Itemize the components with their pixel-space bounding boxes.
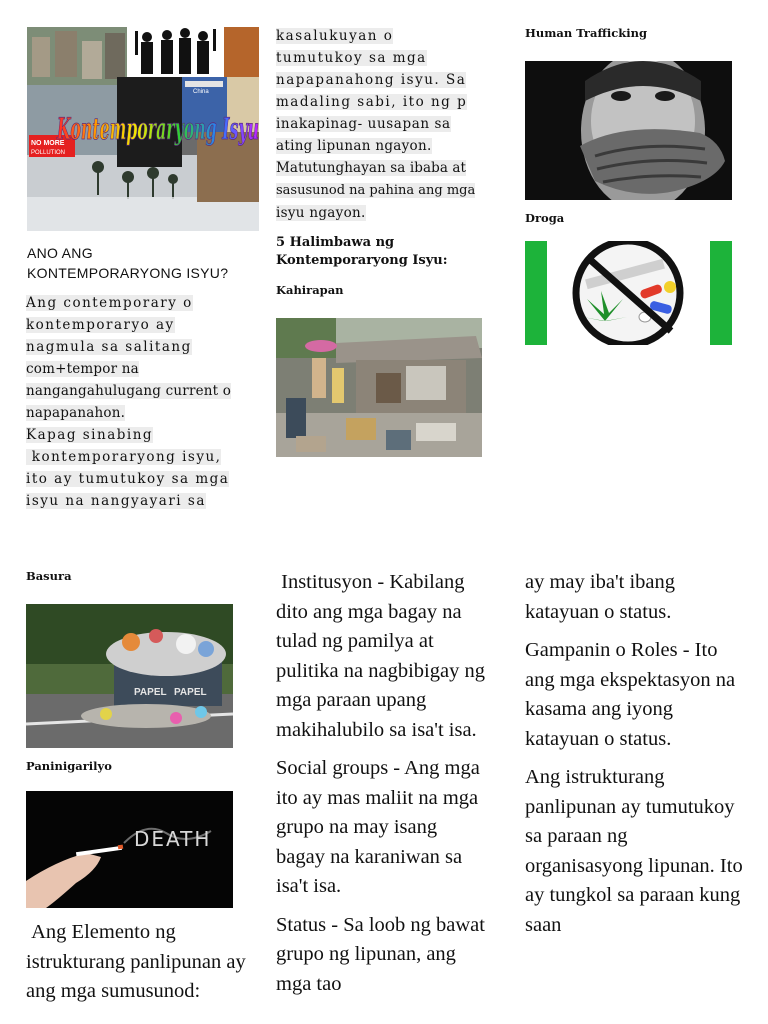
collage-image [27,27,259,231]
continued-paragraph [276,25,501,224]
text-line: tumutukoy sa mga [276,50,427,66]
text-line: nagmula sa salitang [26,339,192,355]
garbage-image [26,604,233,748]
social-groups-paragraph: Social groups - Ang mga ito ay mas maliit na mga grupo na may isang bagay na karaniwan sa isa't isa. [276,757,480,897]
text-line: kontemporaryong isyu, [26,449,222,465]
status-continued-paragraph: ay may iba't ibang katayuan o status. [525,571,675,623]
text-line: napapanahong isyu. Sa [276,72,467,88]
text-line: ito ay tumutukoy sa mga [26,471,230,487]
text-line: sasusunod na pahina ang mga [276,183,476,198]
elements-list-column-2 [276,568,491,1008]
caption-kahirapan: Kahirapan [276,283,344,297]
elemento-text: Ang Elemento ng istrukturang panlipunan ay ang mga sumusunod: [26,921,251,1002]
banner-text: NO MORE [31,140,65,147]
text-line: Matutunghayan sa ibaba at [276,160,467,176]
caption-droga: Droga [525,211,565,225]
caption-basura: Basura [26,569,72,583]
elements-list-column-3 [525,568,745,949]
text-line: Ang contemporary o [26,295,193,311]
text-line: inakapinag- uusapan sa [276,116,451,132]
text-line: madaling sabi, ito ng p [276,94,468,110]
elemento-paragraph [26,918,251,1016]
poverty-image [276,318,482,457]
section-heading [27,243,267,283]
trafficking-image [525,61,732,200]
smoking-image [26,791,233,908]
bin-label: PAPEL [134,687,167,698]
institusyon-paragraph: Institusyon - Kabilang dito ang mga bagay na tulad ng pamilya at pulitika na nagbibigay ng mga paraan upang makihalubilo sa isa't isa. [276,571,491,741]
collage-title-text: Kontemporaryong Isyu [56,112,259,147]
subheading-line-1: 5 Halimbawa ng [276,235,395,250]
text-line: ating lipunan ngayon. [276,138,432,154]
caption-paninigarilyo: Paninigarilyo [26,759,112,773]
text-line: kasalukuyan o [276,28,394,44]
bin-label-2: PAPEL [174,687,207,698]
drugs-image [525,241,732,345]
definition-paragraph [26,292,266,512]
subheading-line-2: Kontemporaryong Isyu: [276,253,448,268]
text-line: napapanahon. [26,405,126,421]
text-line: isyu na nangyayari sa [26,493,206,509]
text-line: com+tempor na [26,361,139,377]
poster-text: China [193,89,209,95]
text-line: isyu ngayon. [276,205,366,221]
heading-line-2: KONTEMPORARYONG ISYU? [27,265,229,281]
banner-text-2: POLLUTION [31,150,66,156]
examples-subheading [276,234,506,270]
istruktura-paragraph: Ang istrukturang panlipunan ay tumutukoy sa paraan ng organisasyong lipunan. Ito ay tungkol sa paraan kung saan [525,766,743,936]
text-line: kontemporaryo ay [26,317,175,333]
status-paragraph: Status - Sa loob ng bawat grupo ng lipunan, ang mga tao [276,913,485,995]
heading-line-1: ANO ANG [27,245,93,261]
caption-human-trafficking: Human Trafficking [525,26,647,40]
text-line: Kapag sinabing [26,427,154,443]
gampanin-paragraph: Gampanin o Roles - Ito ang mga ekspektasyon na kasama ang iyong katayuan o status. [525,639,736,750]
smoke-word: DEATH [134,827,212,851]
text-line: nangangahulugang current o [26,383,232,399]
